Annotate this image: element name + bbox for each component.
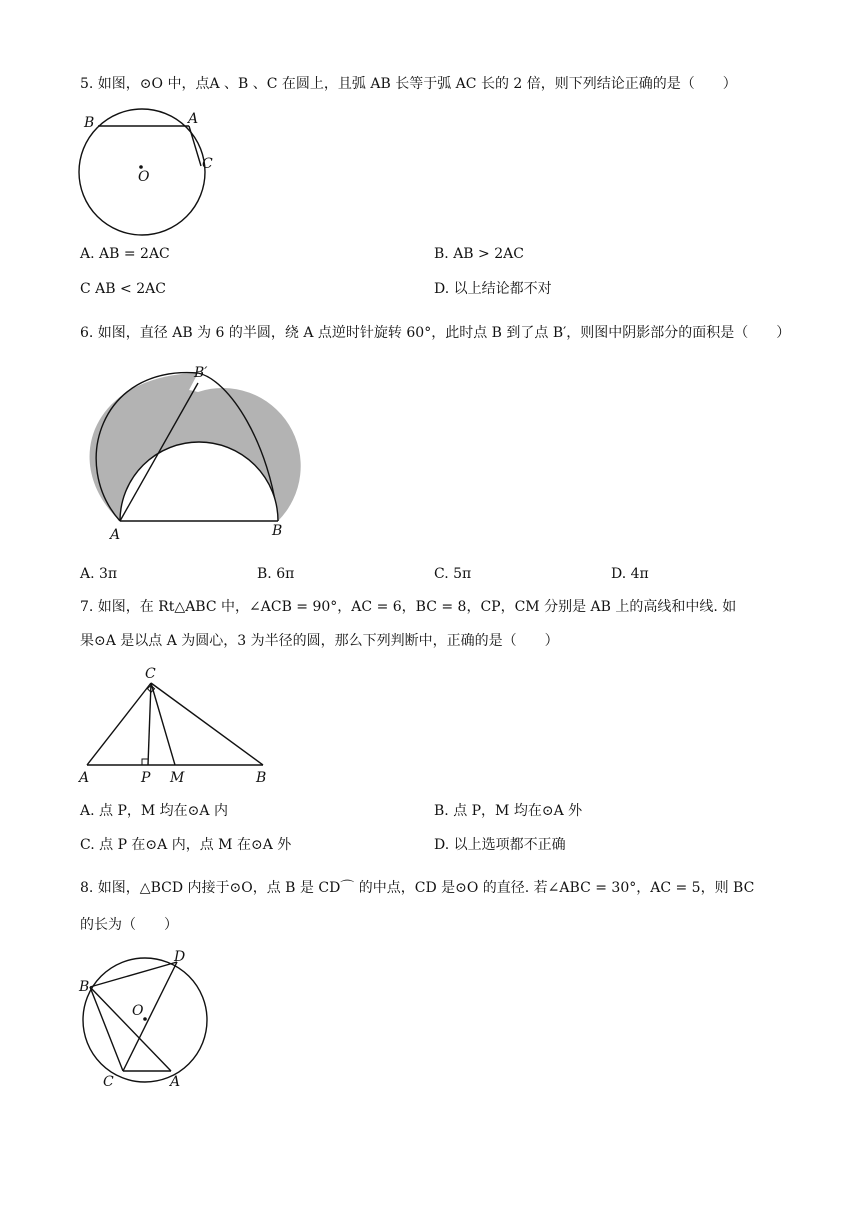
q5-option-a: A. AB = 2AC <box>80 246 170 262</box>
q5-label-C: C <box>202 156 213 172</box>
q8-stem-line2: 的长为（ ） <box>80 917 178 933</box>
q7-stem-line2: 果⊙A 是以点 A 为圆心，3 为半径的圆，那么下列判断中，正确的是（ ） <box>80 633 559 649</box>
q5-option-d: D. 以上结论都不对 <box>434 281 552 297</box>
q6-option-d: D. 4π <box>611 566 649 582</box>
q7-label-P: P <box>141 770 151 786</box>
q5-stem: 5. 如图，⊙O 中，点A 、B 、C 在圆上，且弧 AB 长等于弧 AC 长的 2 倍，则下列结论正确的是（ ） <box>80 76 737 92</box>
q6-option-a: A. 3π <box>80 566 118 582</box>
q7-option-b: B. 点 P，M 均在⊙A 外 <box>434 803 583 819</box>
q8-stem-line1: 8. 如图，△BCD 内接于⊙O，点 B 是 CD⌒ 的中点，CD 是⊙O 的直径. 若∠ABC = 30°，AC = 5，则 BC <box>80 880 755 896</box>
q6-label-A: A <box>110 527 121 543</box>
q6-stem: 6. 如图，直径 AB 为 6 的半圆，绕 A 点逆时针旋转 60°，此时点 B 到了点 B′，则图中阴影部分的面积是（ ） <box>80 325 791 341</box>
q7-stem-line1: 7. 如图，在 Rt△ABC 中，∠ACB = 90°，AC = 6，BC = 8，CP，CM 分别是 AB 上的高线和中线. 如 <box>80 599 737 615</box>
q6-label-Bprime: B′ <box>194 365 208 381</box>
q5-label-B: B <box>84 115 95 131</box>
q5-option-b: B. AB > 2AC <box>434 246 524 262</box>
q7-label-M: M <box>170 770 185 786</box>
q7-option-c: C. 点 P 在⊙A 内，点 M 在⊙A 外 <box>80 837 292 853</box>
q8-label-A: A <box>170 1074 181 1090</box>
q7-option-a: A. 点 P，M 均在⊙A 内 <box>80 803 228 819</box>
q6-label-B: B <box>272 523 283 539</box>
q7-label-C: C <box>145 666 156 682</box>
q8-label-O: O <box>132 1003 144 1019</box>
q8-label-D: D <box>174 949 186 965</box>
q8-figure <box>70 945 220 1095</box>
q5-figure <box>70 105 230 235</box>
q8-label-C: C <box>103 1074 114 1090</box>
q7-label-B: B <box>256 770 267 786</box>
q7-figure <box>75 660 275 785</box>
q6-option-c: C. 5π <box>434 566 472 582</box>
q5-label-O: O <box>138 169 150 185</box>
q7-option-d: D. 以上选项都不正确 <box>434 837 566 853</box>
q5-label-A: A <box>188 111 199 127</box>
q6-figure <box>70 355 300 545</box>
q5-option-c: C AB < 2AC <box>80 281 166 297</box>
q6-option-b: B. 6π <box>257 566 295 582</box>
q7-label-A: A <box>79 770 90 786</box>
q8-label-B: B <box>79 979 90 995</box>
